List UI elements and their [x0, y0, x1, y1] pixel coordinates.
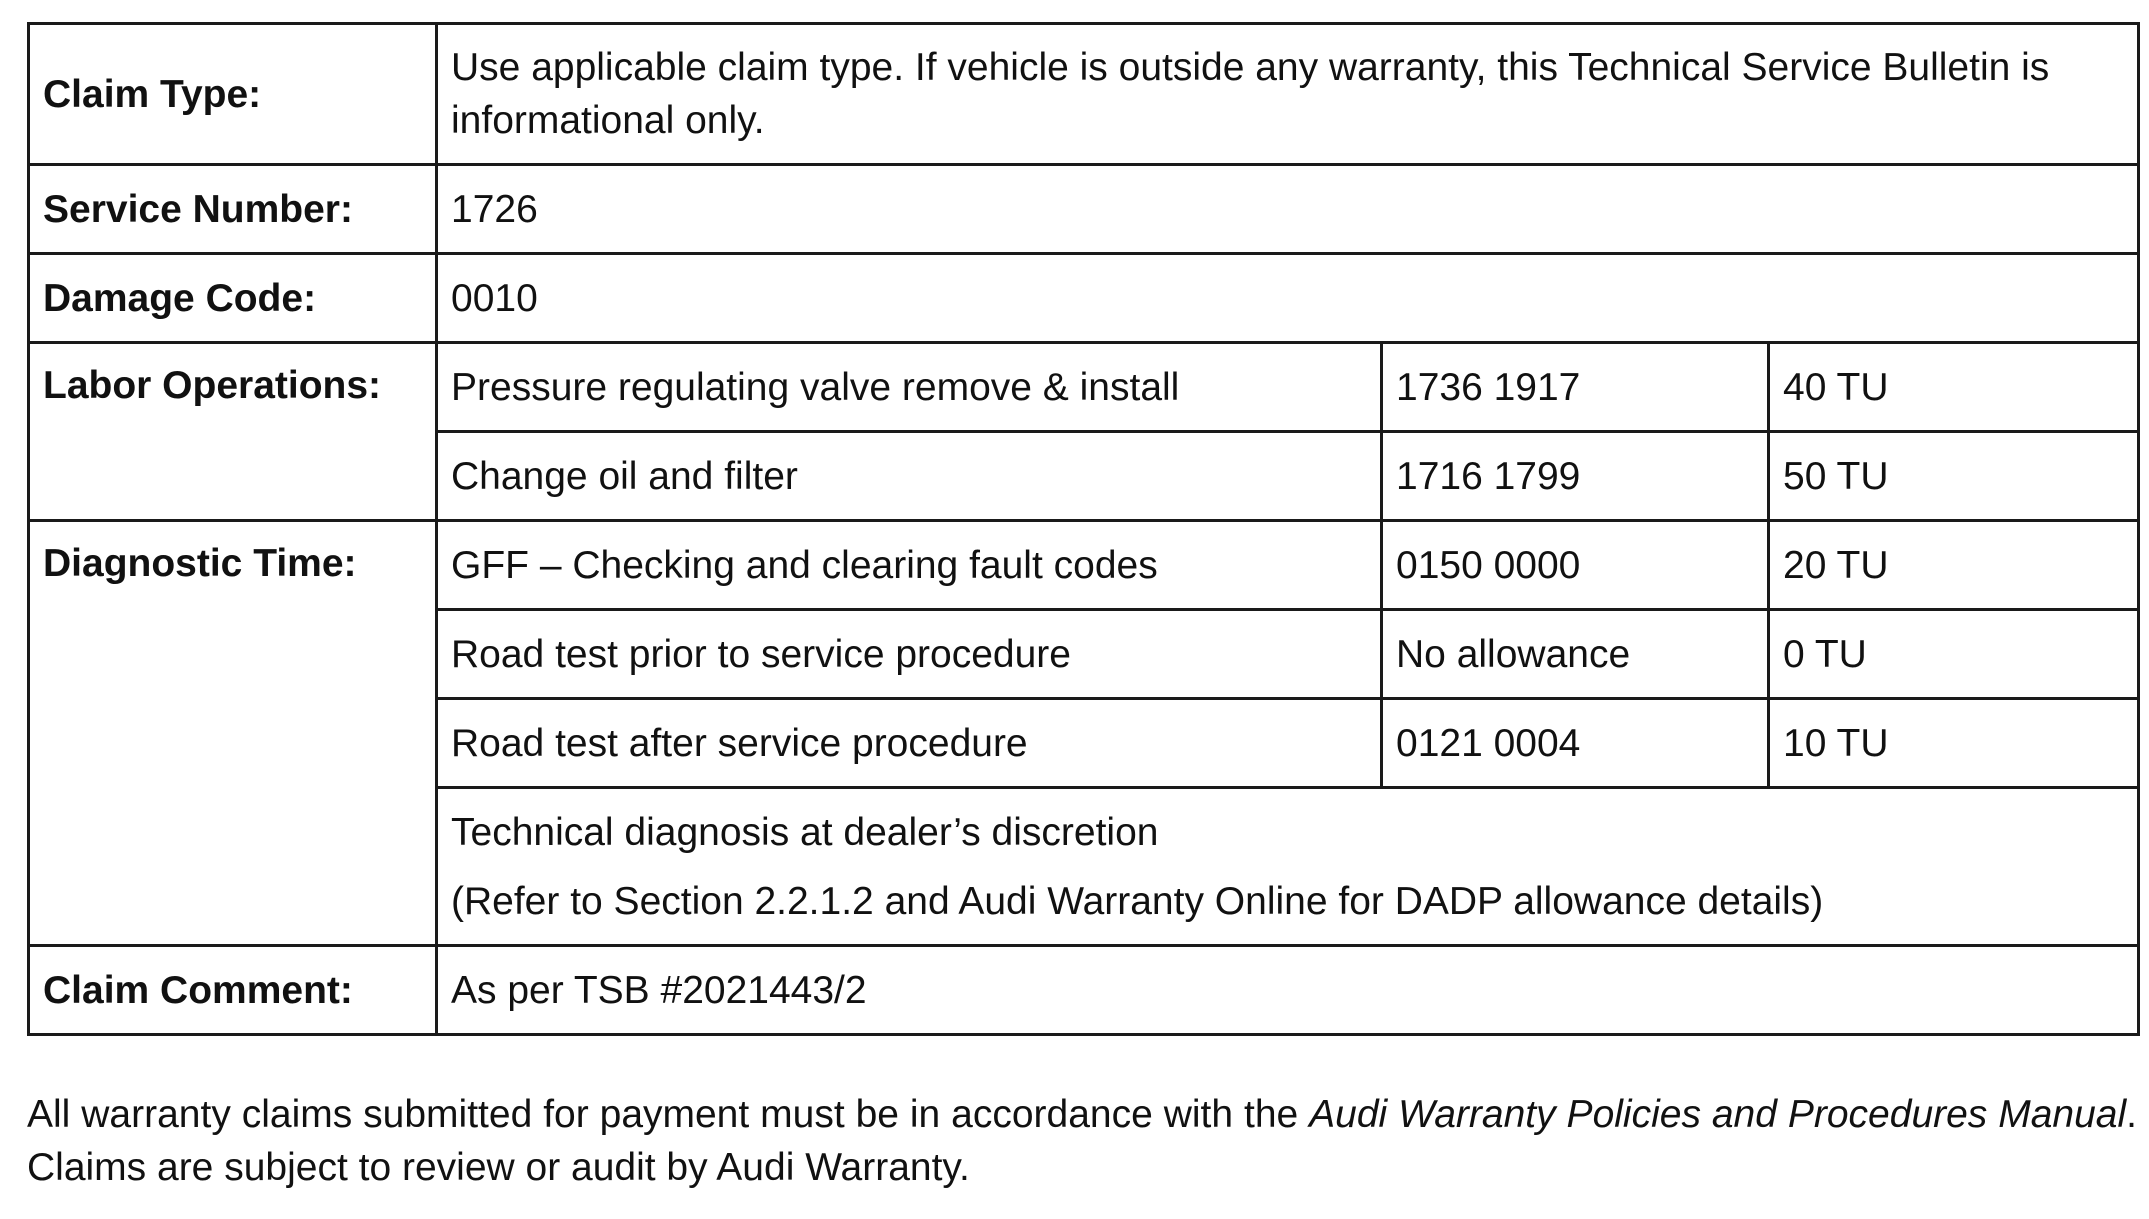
labor-operation-description: Change oil and filter [437, 432, 1382, 521]
labor-operation-time: 50 TU [1769, 432, 2139, 521]
diagnostic-code: 0121 0004 [1382, 699, 1769, 788]
diagnostic-code: No allowance [1382, 610, 1769, 699]
diagnostic-description: Road test prior to service procedure [437, 610, 1382, 699]
claim-comment-label: Claim Comment: [29, 946, 437, 1035]
claim-comment-value: As per TSB #2021443/2 [437, 946, 2139, 1035]
labor-operation-row [29, 343, 2139, 432]
service-number-label: Service Number: [29, 165, 437, 254]
claim-comment-row [29, 946, 2139, 1035]
claim-type-label: Claim Type: [29, 24, 437, 165]
footer-text-before: All warranty claims submitted for payment must be in accordance with the [27, 1093, 1310, 1136]
diagnostic-time-value: 0 TU [1769, 610, 2139, 699]
claim-type-value: Use applicable claim type. If vehicle is outside any warranty, this Technical Service Bulletin is informational only. [437, 24, 2139, 165]
warranty-claim-table [27, 22, 2140, 1036]
diagnostic-code: 0150 0000 [1382, 521, 1769, 610]
labor-operation-time: 40 TU [1769, 343, 2139, 432]
labor-operation-code: 1736 1917 [1382, 343, 1769, 432]
damage-code-row [29, 254, 2139, 343]
labor-operation-code: 1716 1799 [1382, 432, 1769, 521]
diagnostic-time-row [29, 521, 2139, 610]
diagnostic-note-line-1: Technical diagnosis at dealer’s discretion [451, 810, 1159, 854]
diagnostic-time-value: 10 TU [1769, 699, 2139, 788]
diagnostic-note-line-2: (Refer to Section 2.2.1.2 and Audi Warranty Online for DADP allowance details) [451, 879, 1824, 923]
diagnostic-description: GFF – Checking and clearing fault codes [437, 521, 1382, 610]
diagnostic-note [437, 788, 2139, 946]
footer-manual-title: Audi Warranty Policies and Procedures Manual [1309, 1093, 2127, 1136]
footer-text-after: . Claims are subject to review or audit by Audi Warranty. [27, 1093, 2137, 1189]
diagnostic-description: Road test after service procedure [437, 699, 1382, 788]
diagnostic-time-label: Diagnostic Time: [29, 521, 437, 946]
claim-type-row [29, 24, 2139, 165]
warranty-footer-note [27, 1088, 2137, 1194]
damage-code-value: 0010 [437, 254, 2139, 343]
labor-operation-description: Pressure regulating valve remove & install [437, 343, 1382, 432]
damage-code-label: Damage Code: [29, 254, 437, 343]
service-number-value: 1726 [437, 165, 2139, 254]
service-number-row [29, 165, 2139, 254]
labor-operations-label: Labor Operations: [29, 343, 437, 521]
diagnostic-time-value: 20 TU [1769, 521, 2139, 610]
